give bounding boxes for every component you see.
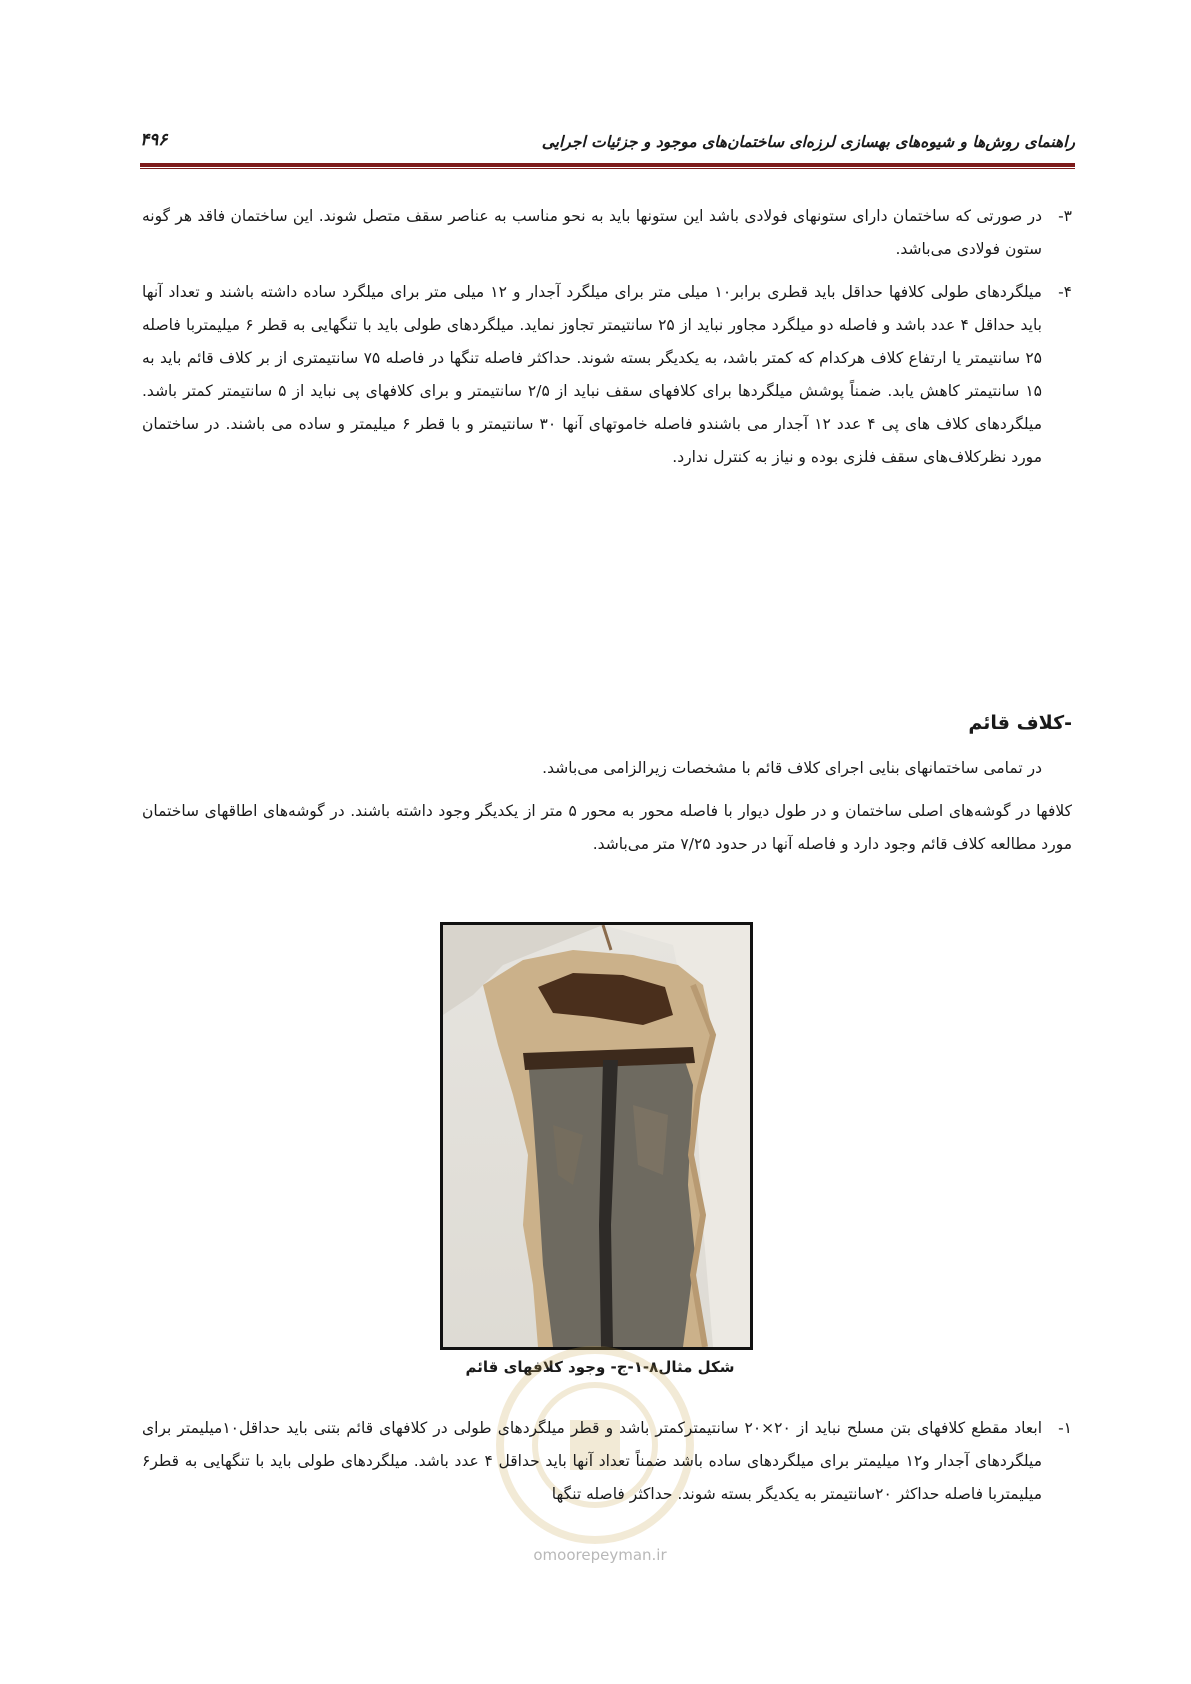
numbered-list-top [142,200,1072,474]
list-item-text: ابعاد مقطع کلافهای بتن مسلح نباید از ۲۰×۲۰ سانتیمترکمتر باشد و قطر میلگردهای طولی در کلافهای قائم بتنی باید حداقل۱۰میلیمتر برای میلگردهای آجدار و۱۲ میلیمتر برای میلگردهای ساده باشد ضمناً تعداد آنها باید حداقل ۴ عدد باشد. میلگردهای طولی باید با تنگهایی به قطر۶ میلیمتربا فاصله حداکثر ۲۰سانتیمتر به یکدیگر بسته شوند. حداکثر فاصله تنگها [142,1419,1042,1503]
list-item-4 [142,276,1072,474]
list-item-number: ۴- [1058,283,1072,301]
tie-column-photo [443,925,750,1347]
list-item-text: در صورتی که ساختمان دارای ستونهای فولادی باشد این ستونها باید به نحو مناسب به عناصر سقف متصل شوند. این ساختمان فاقد هر گونه ستون فولادی می‌باشد. [142,207,1042,258]
running-header [140,128,1075,160]
list-item-text: میلگردهای طولی کلافها حداقل باید قطری برابر۱۰ میلی متر برای میلگرد آجدار و ۱۲ میلی متر برای میلگرد ساده داشته باشند و تعداد آنها باید حداقل ۴ عدد باشد و فاصله دو میلگرد مجاور نباید از ۲۵ سانتیمتر تجاوز نماید. میلگردهای طولی باید با تنگهایی به قطر ۶ میلیمتربا فاصله ۲۵ سانتیمتر یا ارتفاع کلاف هرکدام که کمتر باشد، به یکدیگر بسته شوند. حداکثر فاصله تنگها در فاصله ۷۵ سانتیمتری از بر کلاف قائم باید به ۱۵ سانتیمتر کاهش یابد. ضمناً پوشش میلگردها برای کلافهای سقف نباید از ۲/۵ سانتیمتر و برای کلافهای پی نباید از ۵ سانتیمتر کمتر باشد. میلگردهای کلاف های پی ۴ عدد ۱۲ آجدار می باشندو فاصله خاموتهای آنها ۳۰ سانتیمتر و با قطر ۶ میلیمتر و ساده می باشند. در ساختمان مورد نظرکلاف‌های سقف فلزی بوده و نیاز به کنترل ندارد. [142,283,1042,466]
figure-caption: شکل مثال۸-۱-ج- وجود کلافهای قائم [465,1358,735,1376]
list-item-number: ۳- [1058,207,1072,225]
watermark-text: omoorepeyman.ir [533,1546,667,1564]
header-title: راهنمای روش‌ها و شیوه‌های بهسازی لرزه‌ای ساختمان‌های موجود و جزئیات اجرایی [541,132,1075,151]
section-intro: در تمامی ساختمانهای بنایی اجرای کلاف قائم با مشخصات زیرالزامی می‌باشد. [542,759,1042,777]
section-body [142,752,1072,861]
list-item-1 [142,1412,1072,1511]
list-item-number: ۱- [1058,1419,1072,1437]
header-rule [140,163,1075,169]
numbered-list-bottom [142,1412,1072,1511]
page-number: ۴۹۶ [140,130,168,150]
section-paragraph: کلافها در گوشه‌های اصلی ساختمان و در طول دیوار با فاصله محور به محور ۵ متر از یکدیگر وجود داشته باشند. در گوشه‌های اطاقهای ساختمان مورد مطالعه کلاف قائم وجود دارد و فاصله آنها در حدود ۷/۲۵ متر می‌باشد. [142,802,1072,853]
list-item-3 [142,200,1072,266]
section-heading: -کلاف قائم [968,712,1072,734]
figure-photo [440,922,753,1350]
